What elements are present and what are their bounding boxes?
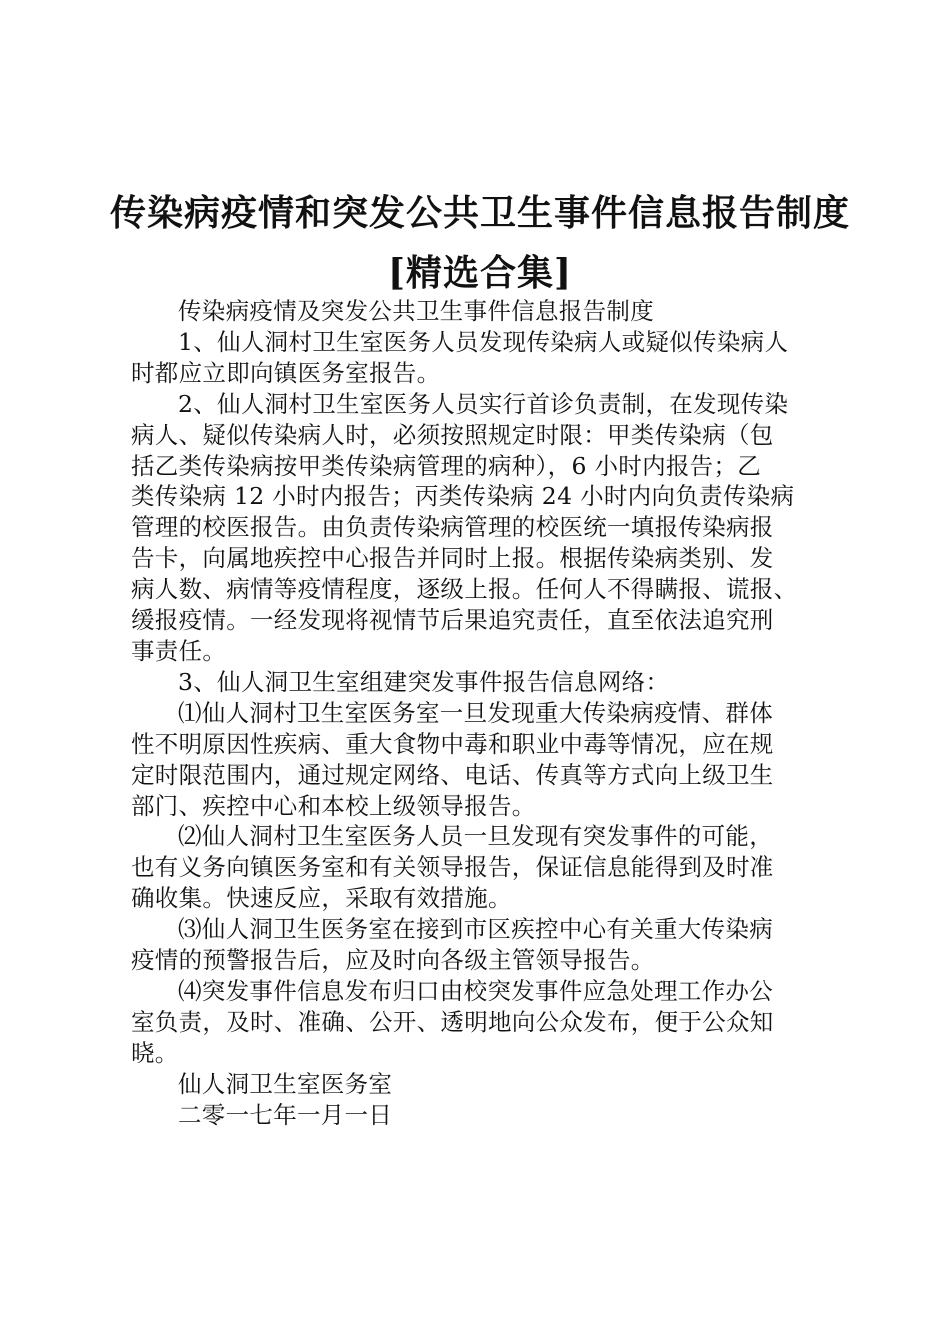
paragraph-line: 部门、疾控中心和本校上级领导报告。: [131, 791, 536, 820]
paragraph-line: 括乙类传染病按甲类传染病管理的病种），6 小时内报告；乙: [131, 451, 762, 480]
paragraph-line: 病人、疑似传染病人时，必须按照规定时限：甲类传染病（包: [131, 420, 774, 449]
paragraph-line: ⑷突发事件信息发布归口由校突发事件应急处理工作办公: [178, 976, 773, 1005]
paragraph-line: 3、仙人洞卫生室组建突发事件报告信息网络：: [178, 667, 670, 696]
paragraph-line: 确收集。快速反应，采取有效措施。: [131, 884, 512, 913]
paragraph: [131, 327, 831, 389]
paragraph-line: 疫情的预警报告后，应及时向各级主管领导报告。: [131, 946, 655, 975]
paragraph: [131, 821, 831, 914]
paragraph-line: 时都应立即向镇医务室报告。: [131, 358, 441, 387]
paragraph: [131, 914, 831, 976]
paragraph-line: 2、仙人洞村卫生室医务人员实行首诊负责制，在发现传染: [178, 389, 789, 418]
paragraph-line: 1、仙人洞村卫生室医务人员发现传染病人或疑似传染病人: [178, 327, 789, 356]
paragraph-line: 告卡，向属地疾控中心报告并同时上报。根据传染病类别、发: [131, 544, 774, 573]
paragraph-line: 性不明原因性疾病、重大食物中毒和职业中毒等情况，应在规: [131, 729, 774, 758]
paragraph-line: 管理的校医报告。由负责传染病管理的校医统一填报传染病报: [131, 513, 774, 542]
paragraph-line: 也有义务向镇医务室和有关领导报告，保证信息能得到及时准: [131, 853, 774, 882]
date: 二零一七年一月一日: [178, 1100, 393, 1129]
paragraph-line: 室负责，及时、准确、公开、透明地向公众发布，便于公众知: [131, 1007, 774, 1036]
paragraph-line: 定时限范围内，通过规定网络、电话、传真等方式向上级卫生: [131, 760, 774, 789]
signature: 仙人洞卫生室医务室: [178, 1069, 393, 1098]
paragraph-line: ⑴仙人洞村卫生室医务室一旦发现重大传染病疫情、群体: [178, 698, 773, 727]
document-body: [131, 296, 831, 1130]
paragraph-list: [131, 327, 831, 1069]
paragraph-line: 缓报疫情。一经发现将视情节后果追究责任，直至依法追究刑: [131, 606, 774, 635]
title-line-2: [精选合集]: [387, 252, 573, 294]
paragraph-line: 晓。: [131, 1038, 179, 1067]
document-subtitle: 传染病疫情及突发公共卫生事件信息报告制度: [178, 297, 654, 325]
title-line-1: 传染病疫情和突发公共卫生事件信息报告制度: [110, 192, 851, 234]
paragraph: [131, 698, 831, 822]
paragraph-line: ⑶仙人洞卫生医务室在接到市区疾控中心有关重大传染病: [178, 915, 773, 944]
paragraph: [131, 389, 831, 667]
paragraph-line: 事责任。: [131, 636, 227, 665]
paragraph-line: 类传染病 12 小时内报告；丙类传染病 24 小时内向负责传染病: [131, 482, 795, 511]
document-title: [110, 183, 850, 303]
paragraph: [131, 667, 831, 698]
paragraph-line: ⑵仙人洞村卫生室医务人员一旦发现有突发事件的可能，: [178, 822, 773, 851]
paragraph: [131, 976, 831, 1069]
paragraph-line: 病人数、病情等疫情程度，逐级上报。任何人不得瞒报、谎报、: [131, 575, 798, 604]
